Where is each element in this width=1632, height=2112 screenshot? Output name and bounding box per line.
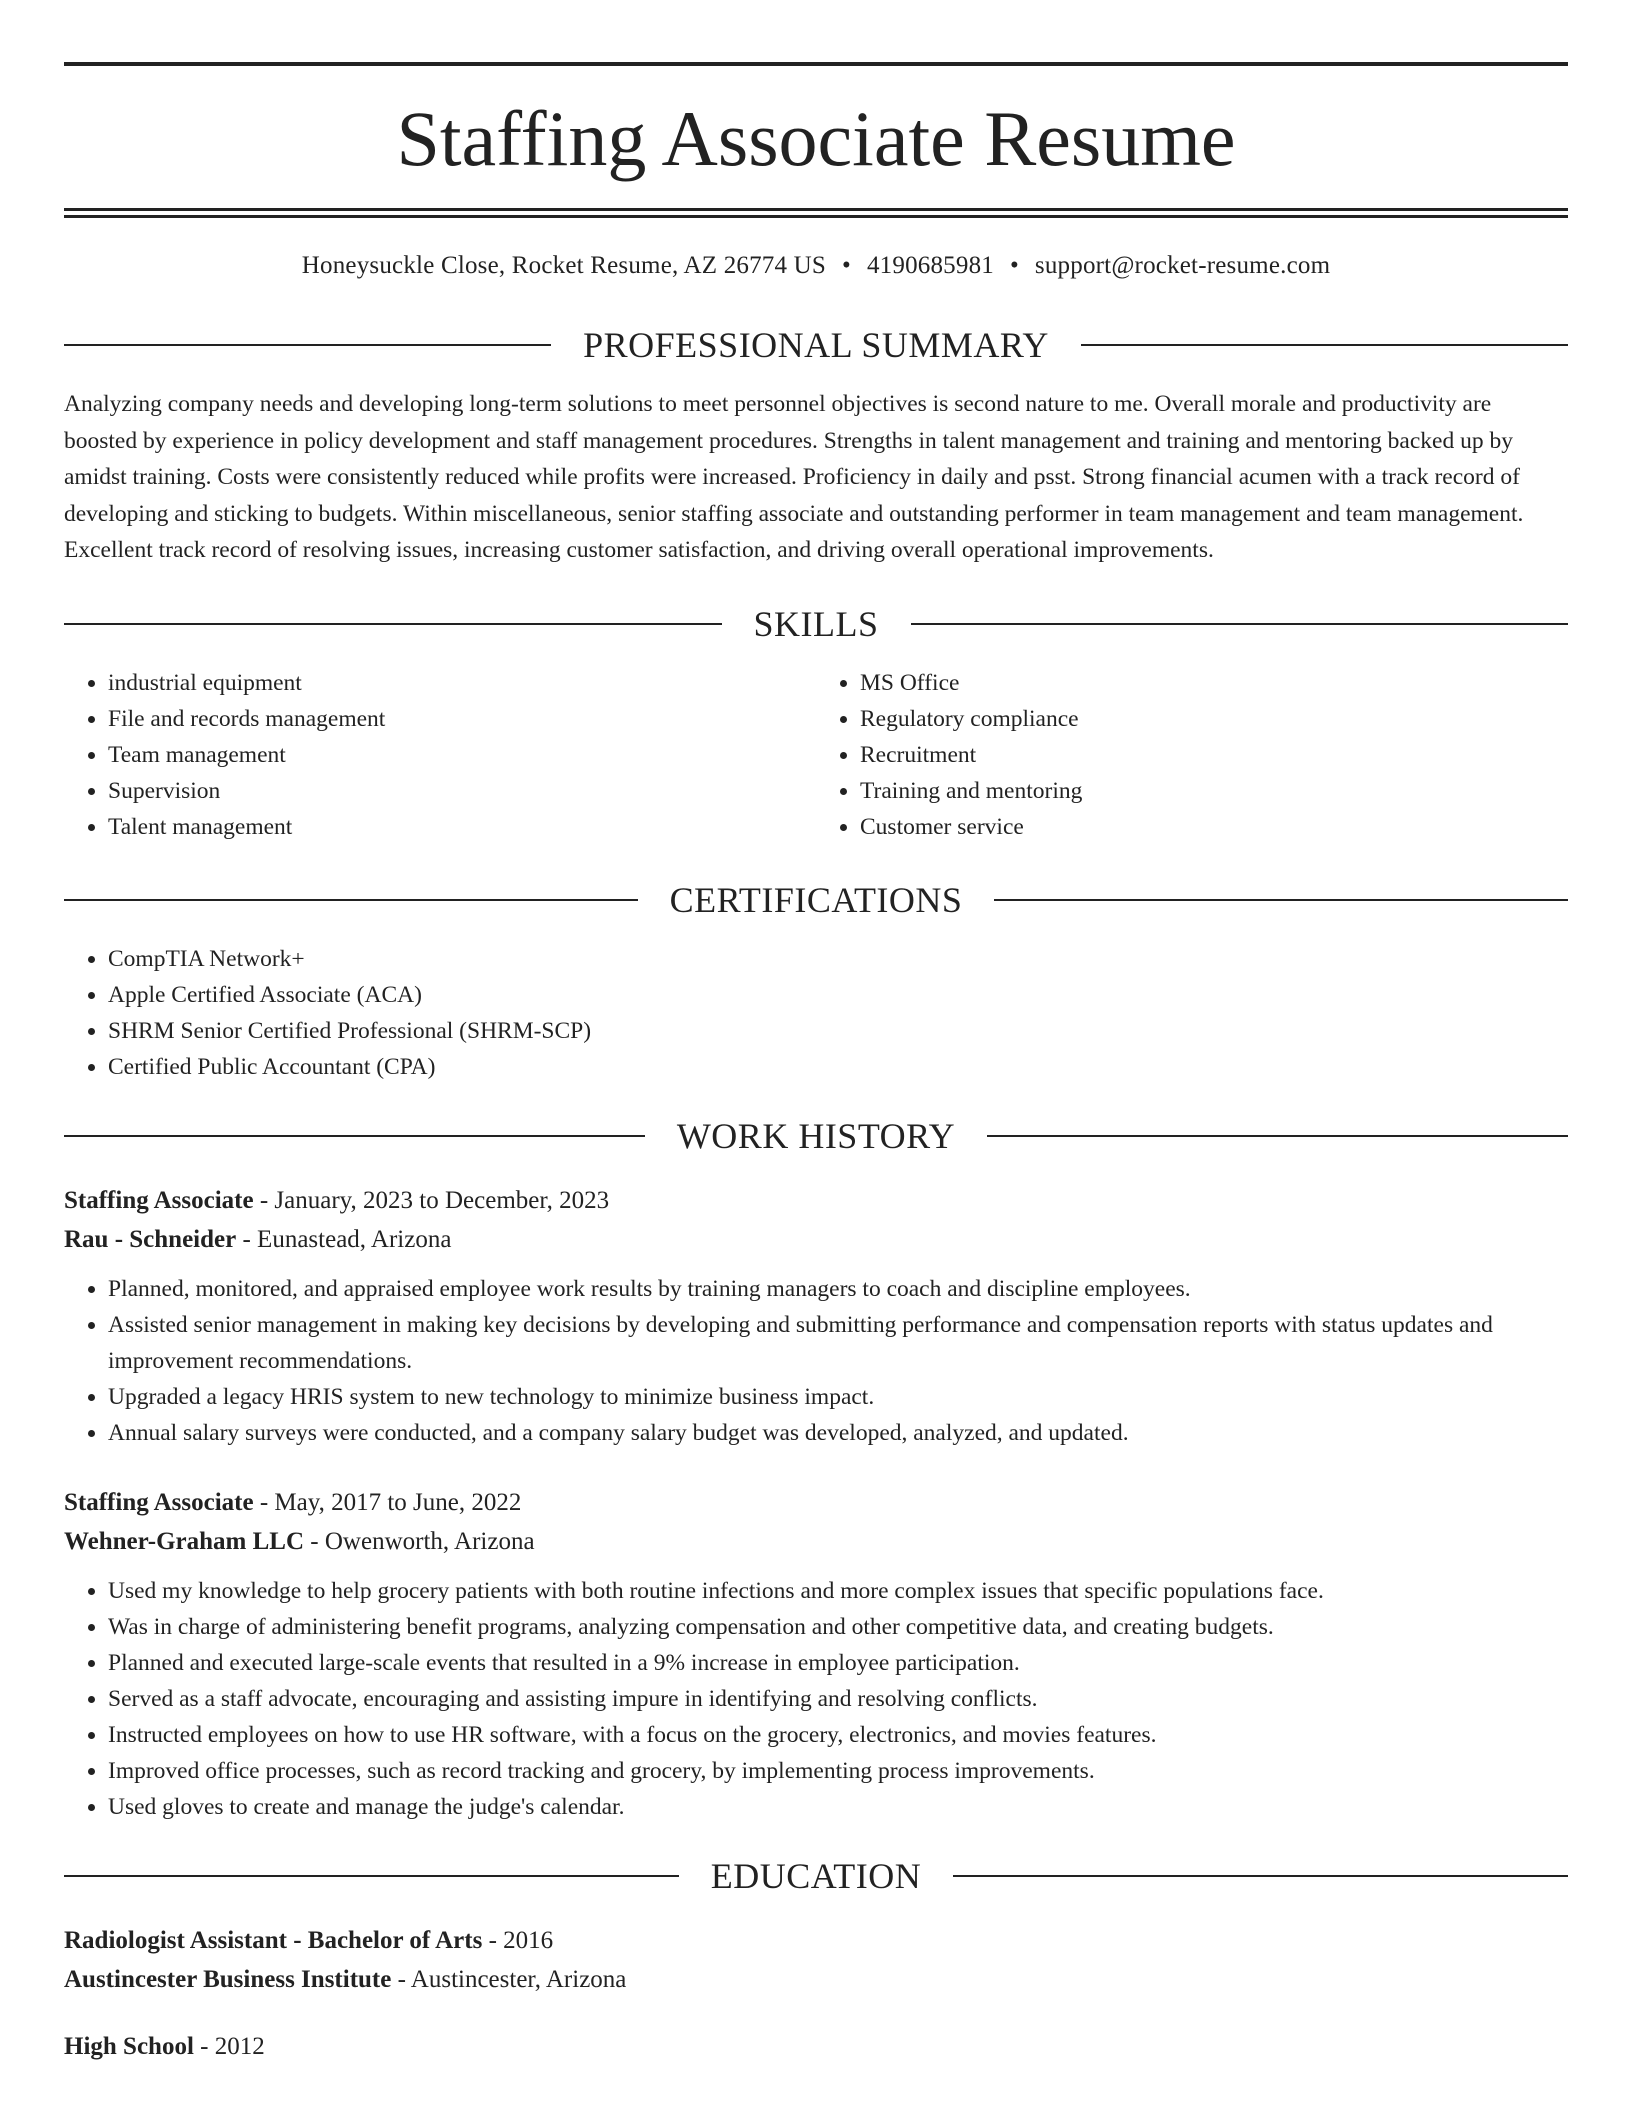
job-header (64, 1483, 1568, 1522)
heading-rule (64, 1135, 645, 1137)
job-entry (64, 1483, 1568, 1825)
certification-item: • SHRM Senior Certified Professional (SHRM-SCP) (108, 1013, 1568, 1049)
skill-item: • Team management (108, 737, 816, 773)
heading-rule (64, 1875, 679, 1877)
skill-item: • MS Office (860, 665, 1568, 701)
job-bullets (64, 1573, 1568, 1825)
heading-rule (987, 1135, 1568, 1137)
skill-item: • Customer service (860, 809, 1568, 845)
education-entry (64, 1921, 1568, 1999)
education-heading-title: EDUCATION (710, 1855, 922, 1896)
education-degree-line (64, 2027, 1568, 2066)
summary-heading (64, 324, 1568, 366)
certifications-heading-title: CERTIFICATIONS (669, 879, 963, 920)
education-school-line (64, 1960, 1568, 1999)
job-bullet: • Served as a staff advocate, encouraging and assisting impure in identifying and resolving conflicts. (108, 1681, 1568, 1717)
skills-column-left (64, 665, 816, 845)
skill-item: • File and records management (108, 701, 816, 737)
work-heading-title: WORK HISTORY (676, 1115, 956, 1156)
job-employer (64, 1522, 1568, 1561)
job-title: Staffing Associate (64, 1488, 254, 1516)
education-location: - Austincester, Arizona (391, 1965, 627, 1993)
job-location: - Owenworth, Arizona (304, 1527, 535, 1555)
certifications-heading (64, 879, 1568, 921)
skills-column-right (816, 665, 1568, 845)
heading-rule (953, 1875, 1568, 1877)
job-dates: - May, 2017 to June, 2022 (253, 1488, 522, 1516)
skill-item: • industrial equipment (108, 665, 816, 701)
skill-item: • Talent management (108, 809, 816, 845)
education-degree: High School (64, 2032, 194, 2060)
resume-title: Staffing Associate Resume (396, 95, 1236, 182)
contact-phone: 4190685981 (866, 252, 994, 279)
job-company: Wehner-Graham LLC (64, 1527, 305, 1555)
job-dates: - January, 2023 to December, 2023 (253, 1186, 610, 1214)
heading-rule (994, 899, 1568, 901)
job-bullet: • Planned, monitored, and appraised employee work results by training managers to coach and discipline employees. (108, 1271, 1568, 1307)
skills-heading-title: SKILLS (753, 603, 879, 644)
skill-item: • Regulatory compliance (860, 701, 1568, 737)
education-entry (64, 2027, 1568, 2066)
summary-heading-title: PROFESSIONAL SUMMARY (583, 325, 1049, 365)
education-heading (64, 1855, 1568, 1897)
skill-item: • Recruitment (860, 737, 1568, 773)
job-employer (64, 1220, 1568, 1259)
job-bullet: • Was in charge of administering benefit programs, analyzing compensation and other competitive data, and creating budgets. (108, 1609, 1568, 1645)
work-heading (64, 1115, 1568, 1157)
contact-email: support@rocket-resume.com (1034, 252, 1331, 279)
job-bullet: • Annual salary surveys were conducted, and a company salary budget was developed, analyzed, and updated. (108, 1415, 1568, 1451)
job-bullet: • Planned and executed large-scale events that resulted in a 9% increase in employee participation. (108, 1645, 1568, 1681)
certification-item: • CompTIA Network+ (108, 941, 1568, 977)
title-double-rule (64, 208, 1568, 218)
education-degree: Radiologist Assistant - Bachelor of Arts (64, 1926, 483, 1954)
education-school: Austincester Business Institute (64, 1965, 392, 1993)
summary-text: Analyzing company needs and developing long-term solutions to meet personnel objectives is second nature to me. Overall morale and productivity are boosted by experience in policy development and staff management procedures. Strengths in talent management and training and mentoring backed up by amidst training. Costs were consistently reduced while profits were increased. Proficiency in daily and psst. Strong financial acumen with a track record of developing and sticking to budgets. Within miscellaneous, senior staffing associate and outstanding performer in team management and team management. Excellent track record of resolving issues, increasing customer satisfaction, and driving overall operational improvements. (64, 391, 1524, 563)
contact-line (64, 252, 1568, 280)
education-degree-line (64, 1921, 1568, 1960)
job-company: Rau - Schneider (64, 1225, 237, 1253)
job-bullet: • Upgraded a legacy HRIS system to new technology to minimize business impact. (108, 1379, 1568, 1415)
contact-separator: • (842, 252, 851, 279)
job-bullet: • Instructed employees on how to use HR software, with a focus on the grocery, electronics, and movies features. (108, 1717, 1568, 1753)
job-bullets (64, 1271, 1568, 1451)
job-entry (64, 1181, 1568, 1451)
skills-list (64, 665, 1568, 845)
job-bullet: • Used gloves to create and manage the judge's calendar. (108, 1789, 1568, 1825)
certifications-list (64, 941, 1568, 1085)
heading-rule (1081, 344, 1568, 346)
heading-rule (64, 899, 638, 901)
education-year: - 2012 (193, 2032, 265, 2060)
skill-item: • Training and mentoring (860, 773, 1568, 809)
education-year: - 2016 (482, 1926, 554, 1954)
skill-item: • Supervision (108, 773, 816, 809)
job-bullet: • Assisted senior management in making key decisions by developing and submitting performance and compensation reports with status updates and improvement recommendations. (108, 1307, 1568, 1379)
heading-rule (64, 623, 722, 625)
job-bullet: • Improved office processes, such as record tracking and grocery, by implementing process improvements. (108, 1753, 1568, 1789)
contact-separator: • (1009, 252, 1019, 279)
job-header (64, 1181, 1568, 1220)
certification-item: • Apple Certified Associate (ACA) (108, 977, 1568, 1013)
job-title: Staffing Associate (64, 1186, 254, 1214)
certification-item: • Certified Public Accountant (CPA) (108, 1049, 1568, 1085)
contact-address: Honeysuckle Close, Rocket Resume, AZ 26774 US (301, 252, 827, 279)
heading-rule (64, 344, 551, 346)
heading-rule (911, 623, 1569, 625)
job-location: - Eunastead, Arizona (236, 1225, 452, 1253)
skills-heading (64, 603, 1568, 645)
job-bullet: • Used my knowledge to help grocery patients with both routine infections and more complex issues that specific populations face. (108, 1573, 1568, 1609)
